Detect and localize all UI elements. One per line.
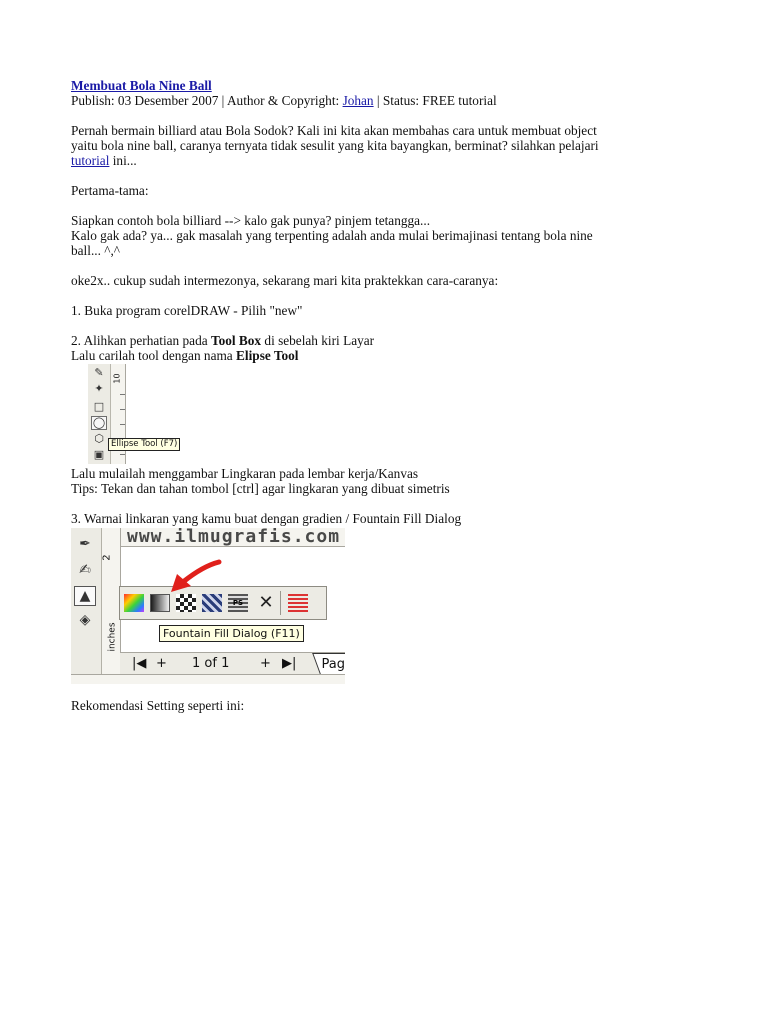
title-link[interactable]: Membuat Bola Nine Ball <box>71 78 212 93</box>
red-arrow-icon <box>163 558 223 594</box>
watermark-text: www.ilmugrafis.com <box>127 528 341 547</box>
first-heading: Pertama-tama: <box>71 183 149 198</box>
no-fill-icon: ✕ <box>258 592 274 613</box>
tips-line: Tips: Tekan dan tahan tombol [ctrl] agar lingkaran yang dibuat simetris <box>71 481 450 496</box>
step2b-bold: Elipse Tool <box>236 348 299 363</box>
step2b-prefix: Lalu carilah tool dengan nama <box>71 348 237 363</box>
flyout-separator <box>280 591 281 615</box>
smart-fill-icon: ✦ <box>94 382 104 395</box>
interactive-fill-icon: ◈ <box>79 612 91 628</box>
ruler-tick <box>120 454 125 455</box>
step2-suffix: di sebelah kiri Layar <box>261 333 375 348</box>
ruler-number: 10 <box>112 373 122 384</box>
first-page-icon: |◀ <box>132 656 147 671</box>
ruler-tick <box>120 409 125 410</box>
fill-bucket-icon: ▲ <box>74 586 96 606</box>
pattern-fill-icon <box>176 594 196 612</box>
last-page-icon: ▶| <box>282 656 297 671</box>
eyedropper-icon: ✒ <box>79 536 91 552</box>
ruler-number: 2 <box>101 554 113 561</box>
add-page-after-icon: + <box>260 656 271 671</box>
fountain-fill-screenshot <box>71 528 345 684</box>
toolbox-screenshot <box>88 364 180 464</box>
fill-flyout <box>119 586 327 620</box>
fountain-fill-icon <box>150 594 170 612</box>
step-2b <box>71 348 299 364</box>
polygon-icon: ⬡ <box>94 432 104 445</box>
pen-icon: ✎ <box>94 366 104 379</box>
intro-line-3 <box>71 153 137 169</box>
toolbox-strip <box>71 528 102 684</box>
uniform-fill-icon <box>124 594 144 612</box>
tutorial-link[interactable]: tutorial <box>71 153 110 168</box>
step-3: 3. Warnai linkaran yang kamu buat dengan gradien / Fountain Fill Dialog <box>71 511 462 526</box>
recommend-text: Rekomendasi Setting seperti ini: <box>71 698 245 713</box>
step-1: 1. Buka program corelDRAW - Pilih "new" <box>71 303 303 318</box>
ruler-tick <box>120 424 125 425</box>
rectangle-icon: □ <box>93 400 105 413</box>
text-icon: ▣ <box>93 448 105 461</box>
ellipse-tooltip: Ellipse Tool (F7) <box>108 438 180 451</box>
ellipse-icon: ◯ <box>92 416 106 429</box>
outline-pen-icon: ✍ <box>79 562 91 578</box>
arrow-shaft <box>183 562 219 582</box>
prep-line-1: Siapkan contoh bola billiard --> kalo gak punya? pinjem tetangga... <box>71 213 431 228</box>
article-title[interactable] <box>71 78 212 94</box>
page-tab <box>312 653 345 674</box>
intro-line-2: yaitu bola nine ball, caranya ternyata tidak sesulit yang kita bayangkan, berminat? silahkan pelajari <box>71 138 599 153</box>
step-2 <box>71 333 374 349</box>
bitmap-fill-icon <box>202 594 222 612</box>
add-page-icon: + <box>156 656 167 671</box>
meta-prefix: Publish: 03 Desember 2007 | Author & Copyright: <box>71 93 343 108</box>
postscript-fill-icon: PS <box>228 594 248 612</box>
prep-line-2: Kalo gak ada? ya... gak masalah yang terpenting adalah anda mulai berimajinasi tentang bola nine <box>71 228 593 243</box>
intro-after-link: ini... <box>109 153 137 168</box>
page-counter: 1 of 1 <box>192 656 230 671</box>
page-navigator <box>120 652 345 675</box>
intro-line-1: Pernah bermain billiard atau Bola Sodok? Kali ini kita akan membahas cara untuk membuat object <box>71 123 597 138</box>
author-link[interactable]: Johan <box>342 93 374 108</box>
meta-suffix: | Status: FREE tutorial <box>373 93 497 108</box>
bottom-ruler <box>71 674 345 684</box>
transition-text: oke2x.. cukup sudah intermezonya, sekarang mari kita praktekkan cara-caranya: <box>71 273 499 288</box>
draw-instruction: Lalu mulailah menggambar Lingkaran pada lembar kerja/Kanvas <box>71 466 419 481</box>
prep-line-3: ball... ^,^ <box>71 243 121 258</box>
step2-prefix: 2. Alihkan perhatian pada <box>71 333 211 348</box>
ruler-unit: inches <box>107 622 118 652</box>
ruler-tick <box>120 394 125 395</box>
fountain-fill-tooltip: Fountain Fill Dialog (F11) <box>159 625 304 642</box>
step2-bold: Tool Box <box>210 333 262 348</box>
color-docker-icon <box>288 594 308 612</box>
publish-meta <box>71 93 497 109</box>
page-tab-label: Pag <box>321 657 345 672</box>
